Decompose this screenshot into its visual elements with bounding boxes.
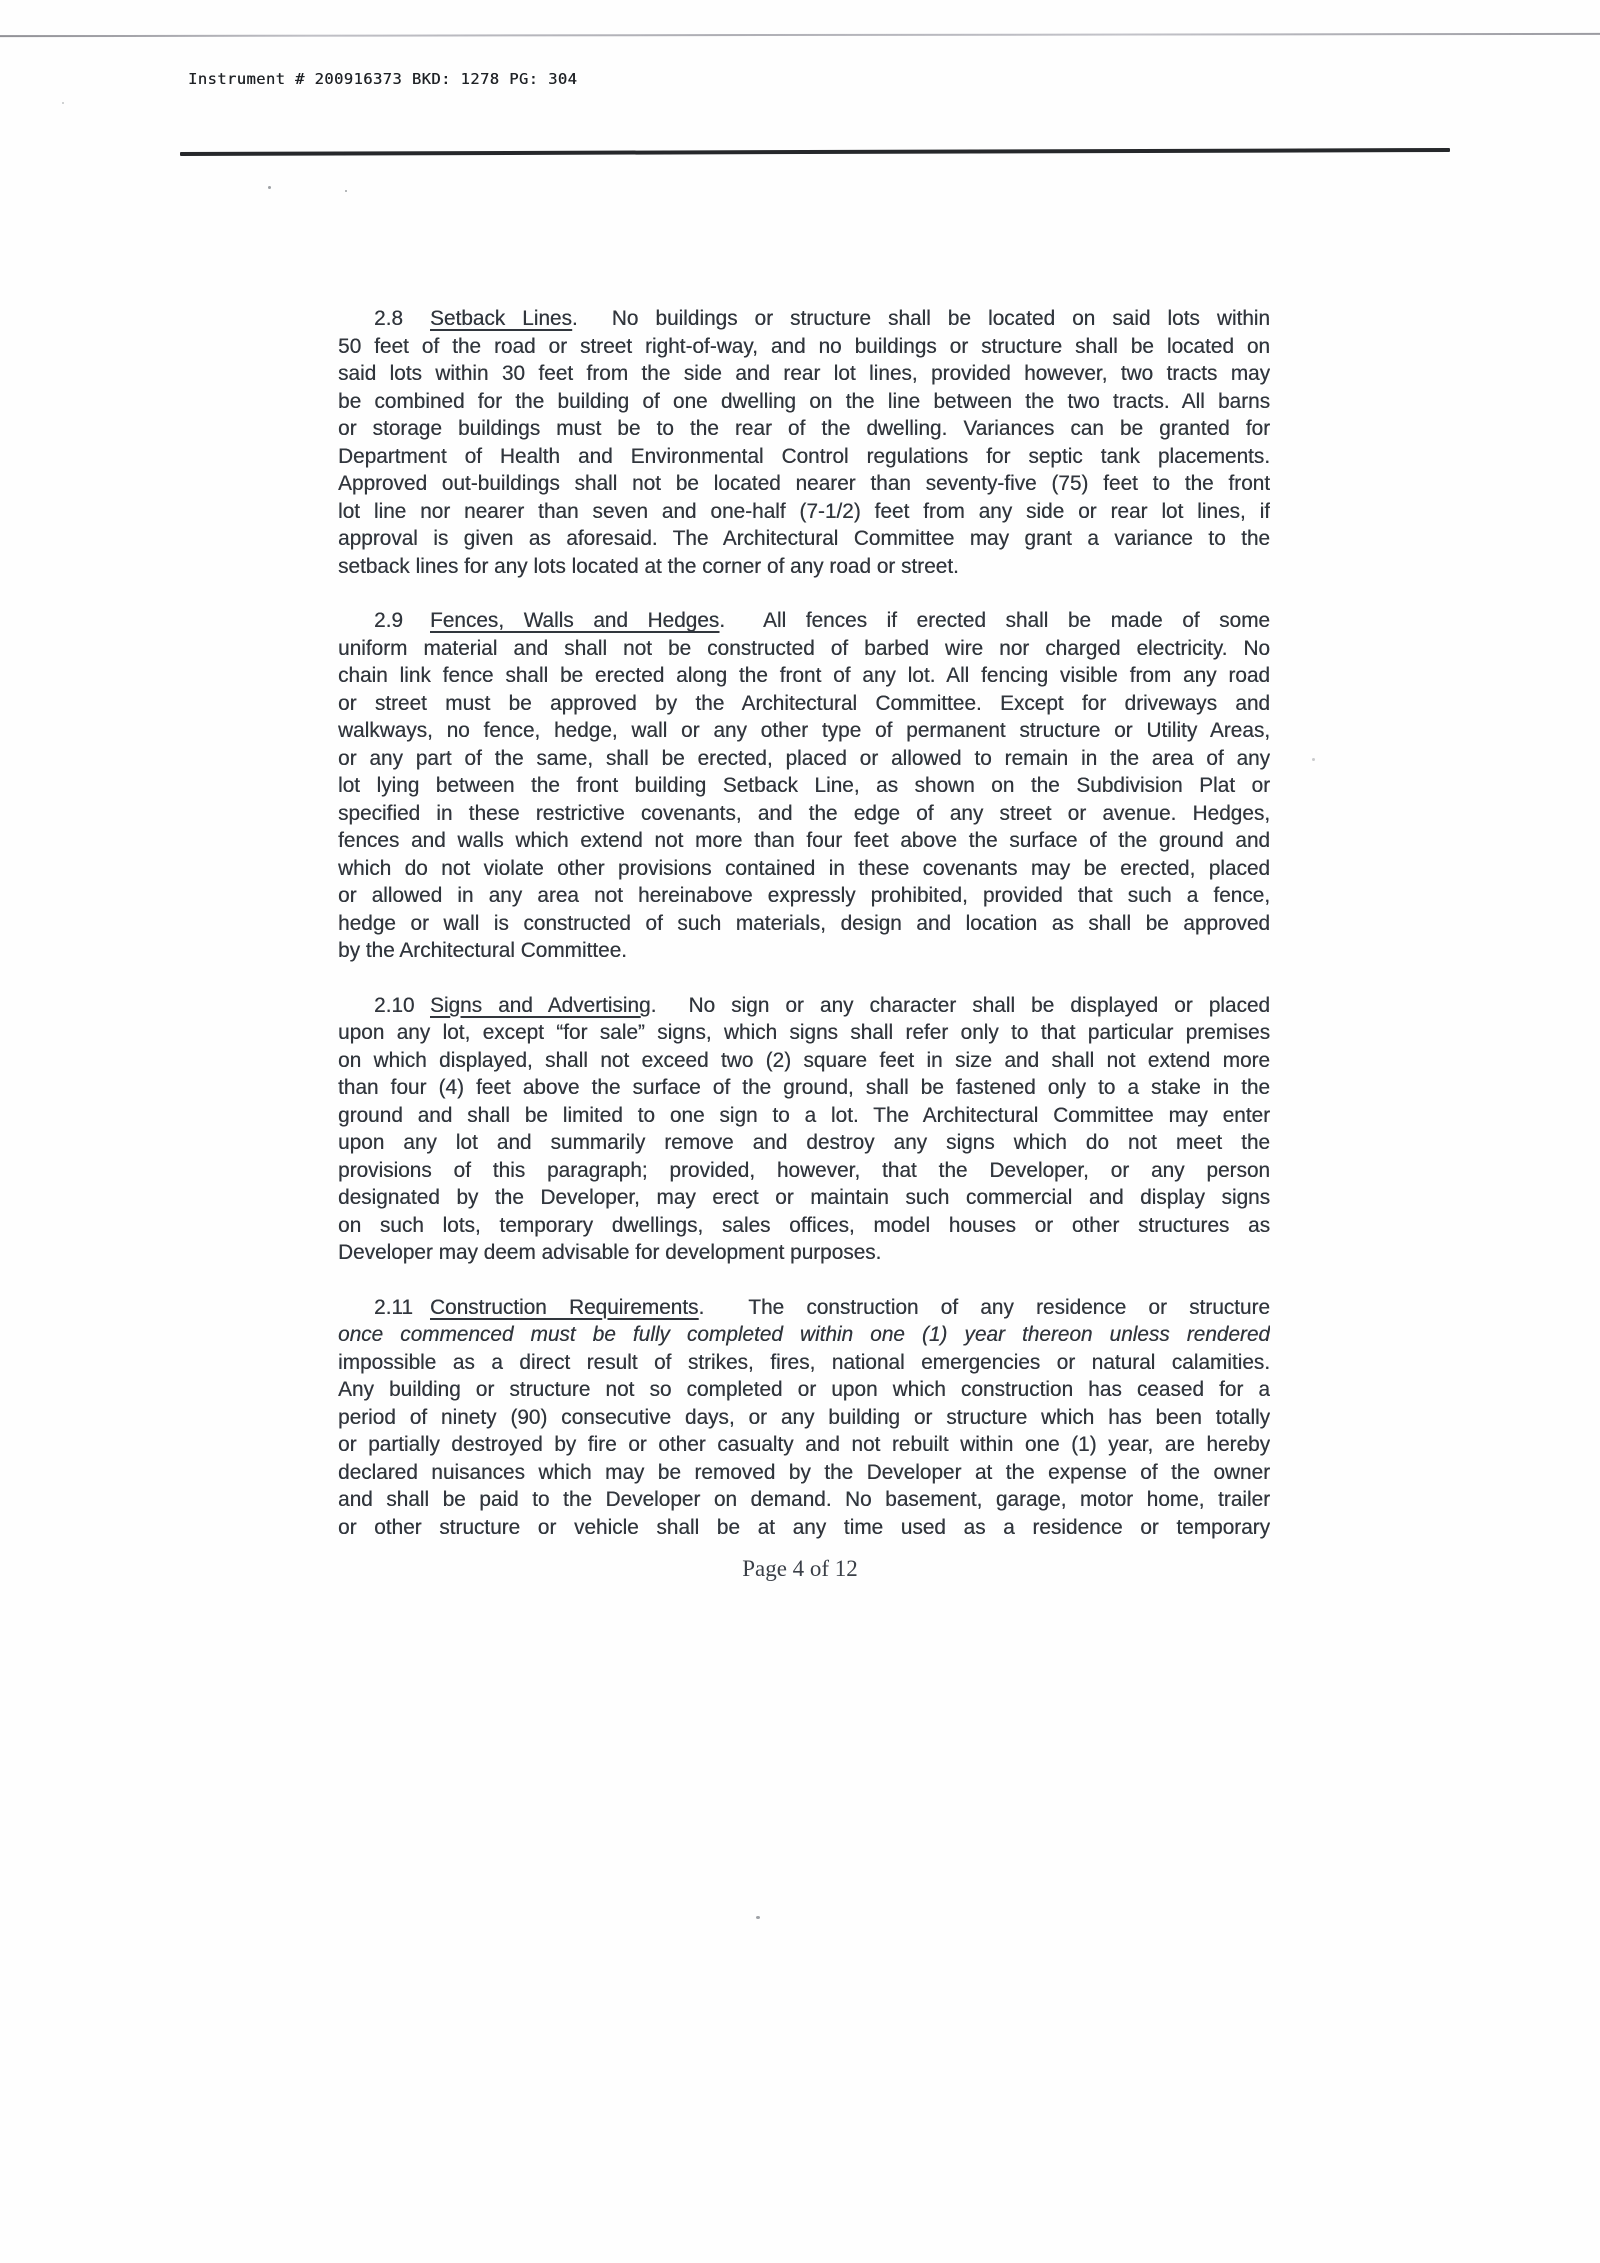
section-first-line-rest: All fences if erected shall be made of some xyxy=(763,609,1270,632)
paragraph-line xyxy=(338,1294,1270,1322)
paragraph-line: declared nuisances which may be removed by the Developer at the expense of the owner xyxy=(338,1460,1270,1484)
section-title: Setback Lines xyxy=(430,307,572,330)
paragraph-line: Developer may deem advisable for development purposes. xyxy=(338,1241,882,1264)
paragraph-line: than four (4) feet above the surface of the ground, shall be fastened only to a stake in the xyxy=(338,1076,1270,1099)
scan-speck xyxy=(268,186,271,189)
paragraph-line: ground and shall be limited to one sign to a lot. The Architectural Committee may enter xyxy=(338,1103,1270,1127)
paragraph-line: walkways, no fence, hedge, wall or any other type of permanent structure or Utility Areas, xyxy=(338,719,1270,742)
section-number: 2.11 xyxy=(374,1295,413,1319)
paragraph-line: Any building or structure not so completed or upon which construction has ceased for a xyxy=(338,1378,1270,1401)
section-number: 2.9 xyxy=(374,609,403,632)
scan-speck xyxy=(1312,758,1315,761)
paragraph-line: or storage buildings must be to the rear of the dwelling. Variances can be granted for xyxy=(338,417,1270,440)
covenant-section xyxy=(338,992,1270,1267)
covenant-section xyxy=(338,305,1270,580)
scan-speck xyxy=(345,190,347,192)
instrument-stamp: Instrument # 200916373 BKD: 1278 PG: 304 xyxy=(188,70,578,88)
paragraph-line: and shall be paid to the Developer on demand. No basement, garage, motor home, trailer xyxy=(338,1488,1270,1511)
scan-artifact-line xyxy=(0,33,1600,37)
paragraph-line: upon any lot, except “for sale” signs, which signs shall refer only to that particular premises xyxy=(338,1021,1270,1044)
section-title-separator: . xyxy=(571,307,612,330)
paragraph-line: or street must be approved by the Architectural Committee. Except for driveways and xyxy=(338,691,1270,715)
paragraph-line: once commenced must be fully completed within one (1) year thereon unless rendered xyxy=(338,1323,1270,1346)
section-title-separator: . xyxy=(650,993,689,1017)
section-first-line-rest: No sign or any character shall be displayed or placed xyxy=(688,993,1270,1017)
paragraph-line: specified in these restrictive covenants, and the edge of any street or avenue. Hedges, xyxy=(338,801,1270,825)
paragraph-line: be combined for the building of one dwelling on the line between the two tracts. All barns xyxy=(338,389,1270,413)
paragraph-line: lot lying between the front building Setback Line, as shown on the Subdivision Plat or xyxy=(338,774,1270,797)
paragraph-line: setback lines for any lots located at the corner of any road or street. xyxy=(338,554,959,578)
section-title-separator: . xyxy=(719,609,763,632)
paragraph-line xyxy=(338,305,1270,333)
paragraph-line: designated by the Developer, may erect or maintain such commercial and display signs xyxy=(338,1186,1270,1209)
section-first-line-rest: The construction of any residence or structure xyxy=(748,1295,1270,1319)
paragraph-line: fences and walls which extend not more than four feet above the surface of the ground and xyxy=(338,829,1270,852)
paragraph-line: or any part of the same, shall be erected, placed or allowed to remain in the area of any xyxy=(338,746,1270,770)
document-body xyxy=(338,305,1270,1568)
paragraph-line: approval is given as aforesaid. The Architectural Committee may grant a variance to the xyxy=(338,527,1270,550)
paragraph-line: Department of Health and Environmental Control regulations for septic tank placements. xyxy=(338,444,1270,468)
paragraph-line: on such lots, temporary dwellings, sales offices, model houses or other structures as xyxy=(338,1213,1270,1237)
paragraph-line: hedge or wall is constructed of such materials, design and location as shall be approved xyxy=(338,911,1270,935)
paragraph-line: or allowed in any area not hereinabove expressly prohibited, provided that such a fence, xyxy=(338,884,1270,907)
paragraph-line: said lots within 30 feet from the side and rear lot lines, provided however, two tracts may xyxy=(338,362,1270,385)
paragraph-line: upon any lot and summarily remove and destroy any signs which do not meet the xyxy=(338,1131,1270,1154)
section-number: 2.8 xyxy=(374,307,403,330)
section-title: Fences, Walls and Hedges xyxy=(430,609,720,632)
section-title: Signs and Advertising xyxy=(430,993,651,1017)
paragraph-line xyxy=(338,992,1270,1020)
paragraph-line: or partially destroyed by fire or other casualty and not rebuilt within one (1) year, are hereby xyxy=(338,1433,1270,1456)
paragraph-line xyxy=(338,607,1270,635)
section-number: 2.10 xyxy=(374,993,415,1017)
paragraph-line: uniform material and shall not be constructed of barbed wire nor charged electricity. No xyxy=(338,636,1270,660)
paragraph-line: 50 feet of the road or street right-of-way, and no buildings or structure shall be located on xyxy=(338,334,1270,358)
paragraph-line: or other structure or vehicle shall be at any time used as a residence or temporary xyxy=(338,1515,1270,1539)
paragraph-line: provisions of this paragraph; provided, however, that the Developer, or any person xyxy=(338,1158,1270,1182)
scan-speck xyxy=(756,1916,760,1919)
section-first-line-rest: No buildings or structure shall be located on said lots within xyxy=(611,307,1270,330)
section-title: Construction Requirements xyxy=(430,1295,699,1319)
paragraph-line: impossible as a direct result of strikes, fires, national emergencies or natural calamities. xyxy=(338,1350,1270,1374)
scan-speck xyxy=(62,102,64,104)
paragraph-line: chain link fence shall be erected along the front of any lot. All fencing visible from any road xyxy=(338,664,1270,687)
paragraph-line: which do not violate other provisions contained in these covenants may be erected, placed xyxy=(338,856,1270,880)
paragraph-line: Approved out-buildings shall not be located nearer than seventy-five (75) feet to the front xyxy=(338,472,1270,495)
covenant-section xyxy=(338,1294,1270,1542)
paragraph-line: by the Architectural Committee. xyxy=(338,939,627,962)
page-number-label: Page 4 of 12 xyxy=(742,1556,858,1581)
covenant-section xyxy=(338,607,1270,965)
header-divider-rule xyxy=(180,148,1450,156)
section-title-separator: . xyxy=(698,1295,749,1319)
paragraph-line: period of ninety (90) consecutive days, or any building or structure which has been totally xyxy=(338,1405,1270,1429)
paragraph-line: on which displayed, shall not exceed two (2) square feet in size and shall not extend more xyxy=(338,1048,1270,1072)
paragraph-line: lot line nor nearer than seven and one-half (7-1/2) feet from any side or rear lot lines, if xyxy=(338,499,1270,523)
